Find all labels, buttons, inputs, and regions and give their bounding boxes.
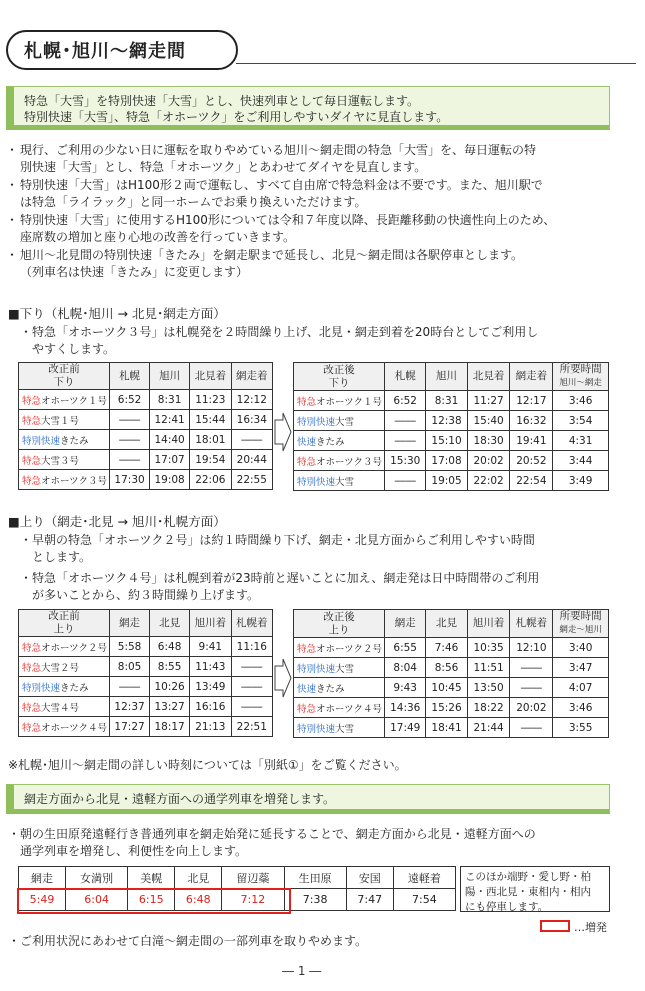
col-header: 札幌着	[231, 610, 272, 637]
down-after-table	[293, 362, 609, 491]
col-header: 北見着	[467, 363, 510, 391]
train-name-cell	[294, 431, 385, 451]
time-cell: 6:55	[385, 638, 426, 658]
train-name-cell	[294, 638, 385, 658]
train-name: 大雪４号	[41, 702, 80, 714]
table-row	[294, 698, 609, 718]
table-row	[19, 430, 273, 450]
time-cell: ――	[110, 430, 150, 450]
table-row	[19, 390, 273, 410]
train-type: 特急	[22, 642, 42, 654]
time-cell: 15:10	[426, 431, 467, 451]
station-row	[19, 867, 456, 889]
train-name: きたみ	[316, 683, 345, 695]
up-after-table	[293, 609, 609, 738]
summary-box-2	[6, 784, 610, 814]
time-cell: 18:30	[467, 431, 510, 451]
time-cell: 3:46	[553, 391, 609, 411]
time-cell: 5:58	[110, 637, 150, 657]
text-line: 改正後	[323, 363, 355, 376]
down-after-rows	[294, 391, 609, 491]
time-cell: 4:31	[553, 431, 609, 451]
down-note	[20, 324, 630, 358]
time-cell: 11:51	[467, 658, 510, 678]
station-cell: 美幌	[128, 867, 175, 889]
time-cell: 8:31	[426, 391, 467, 411]
text-line: ・早朝の特急「オホーツク２号」は約１時間繰り下げ、網走・北見方面からご利用しやすい時間	[20, 533, 535, 547]
text-line: 下り	[53, 376, 75, 388]
train-type: 特別快速	[22, 682, 61, 694]
train-name-cell	[19, 410, 110, 430]
col-header: 網走	[110, 610, 150, 637]
train-name-cell	[19, 430, 110, 450]
table-row	[294, 678, 609, 698]
time-cell: ――	[231, 697, 272, 717]
time-cell: 12:38	[426, 411, 467, 431]
station-cell: 北見	[175, 867, 222, 889]
school-time-cell: 7:12	[222, 889, 284, 911]
train-name: 大雪	[335, 476, 355, 488]
col-header: 旭川	[150, 363, 190, 390]
train-type: 快速	[297, 436, 317, 448]
up-after-rows	[294, 638, 609, 738]
col-header	[19, 363, 110, 390]
time-cell: ――	[385, 411, 426, 431]
time-cell: 16:16	[190, 697, 231, 717]
time-cell: 10:45	[426, 678, 467, 698]
table-row	[294, 451, 609, 471]
train-name-cell	[19, 470, 110, 490]
train-type: 特急	[22, 395, 42, 407]
time-cell: 18:01	[190, 430, 231, 450]
time-cell: 10:26	[150, 677, 190, 697]
title-underline	[236, 63, 636, 64]
text-line: 上り	[53, 623, 75, 635]
down-before-rows	[19, 390, 273, 490]
text-line: 網走～旭川	[559, 625, 602, 635]
train-type: 特急	[22, 415, 42, 427]
school-time-cell: 7:54	[393, 889, 455, 911]
time-cell: 7:46	[426, 638, 467, 658]
text-line: ・ 現行、ご利用の少ない日に運転を取りやめている旭川～網走間の特急「大雪」を、毎日運転の特	[20, 143, 537, 157]
time-cell: 22:51	[231, 717, 272, 737]
time-cell: 8:31	[150, 390, 190, 410]
train-type: 特別快速	[297, 416, 336, 428]
time-cell: 11:16	[231, 637, 272, 657]
time-cell: 8:05	[110, 657, 150, 677]
time-cell: 13:49	[190, 677, 231, 697]
time-cell: 16:32	[510, 411, 553, 431]
station-cell: 女満別	[66, 867, 128, 889]
text-line: 陽・西北見・東相内・相内	[465, 886, 591, 898]
text-line: ・ 特別快速「大雪」はH100形２両で運転し、すべて自由席で特急料金は不要です。また、旭川駅で	[20, 178, 543, 192]
col-header	[294, 363, 385, 391]
school-time-cell: 6:48	[175, 889, 222, 911]
time-cell: 9:43	[385, 678, 426, 698]
time-cell: 17:27	[110, 717, 150, 737]
train-name-cell	[19, 637, 110, 657]
train-type: 特急	[297, 643, 317, 655]
time-cell: 15:30	[385, 451, 426, 471]
school-time-cell: 6:04	[66, 889, 128, 911]
arrow-right-icon	[274, 658, 292, 698]
time-cell: 20:02	[510, 698, 553, 718]
table-row	[294, 638, 609, 658]
col-header: 旭川着	[190, 610, 231, 637]
time-cell: 12:37	[110, 697, 150, 717]
train-name: オホーツク１号	[41, 395, 108, 407]
train-type: 特別快速	[297, 476, 336, 488]
text-line: 改正前	[48, 610, 80, 622]
time-cell: ――	[110, 410, 150, 430]
station-cell: 生田原	[284, 867, 346, 889]
col-header: 網走着	[231, 363, 272, 390]
time-cell: ――	[231, 677, 272, 697]
train-name: オホーツク２号	[316, 643, 383, 655]
summary-box-1	[6, 86, 610, 130]
station-cell: 遠軽着	[393, 867, 455, 889]
arrow-right-icon	[274, 412, 292, 452]
bullet-item	[8, 212, 638, 246]
train-name-cell	[19, 697, 110, 717]
train-type: 特急	[22, 702, 42, 714]
train-name-cell	[294, 718, 385, 738]
text-line: ・ 旭川～北見間の特別快速「きたみ」を網走駅まで延長し、北見～網走間は各駅停車とします。	[20, 248, 524, 262]
train-name: 大雪３号	[41, 455, 80, 467]
table-row	[19, 697, 273, 717]
table-row	[19, 470, 273, 490]
text-line: 改正前	[48, 363, 80, 375]
time-cell: 10:35	[467, 638, 510, 658]
text-line: 下り	[328, 376, 350, 389]
train-type: 特急	[297, 456, 317, 468]
time-cell: 8:55	[150, 657, 190, 677]
time-cell: 20:52	[510, 451, 553, 471]
legend-label: …増発	[574, 921, 607, 934]
time-cell: 17:30	[110, 470, 150, 490]
timetable-note: ※札幌･旭川～網走間の詳しい時刻については「別紙①」をご覧ください。	[8, 758, 407, 772]
school-time-cell: 7:38	[284, 889, 346, 911]
school-text	[8, 826, 638, 860]
page-number: ― 1 ―	[282, 964, 322, 978]
col-header	[553, 363, 609, 391]
time-cell: ――	[110, 677, 150, 697]
text-line: 改正後	[323, 610, 355, 623]
col-header	[294, 610, 385, 638]
time-cell: 14:40	[150, 430, 190, 450]
side-note	[460, 866, 610, 912]
train-type: 特別快速	[22, 435, 61, 447]
time-cell: 14:36	[385, 698, 426, 718]
time-cell: 3:54	[553, 411, 609, 431]
time-cell: ――	[510, 718, 553, 738]
time-cell: 9:41	[190, 637, 231, 657]
text-line: 座席数の増加と座り心地の改善を行っていきます。	[20, 230, 296, 244]
col-header: 網走	[385, 610, 426, 638]
time-cell: 16:34	[231, 410, 272, 430]
train-type: 特急	[297, 396, 317, 408]
text-line: とします。	[20, 550, 92, 564]
table-row	[294, 718, 609, 738]
increase-highlight-frame	[17, 888, 291, 914]
train-type: 特急	[22, 722, 42, 734]
train-type: 特急	[22, 662, 42, 674]
table-row	[294, 431, 609, 451]
time-cell: ――	[231, 430, 272, 450]
school-time-cell: 7:47	[346, 889, 393, 911]
time-cell: 12:17	[510, 391, 553, 411]
time-cell: ――	[231, 657, 272, 677]
station-cell: 網走	[19, 867, 66, 889]
page-title	[6, 30, 238, 70]
time-cell: 20:02	[467, 451, 510, 471]
down-heading: ■下り（札幌･旭川 → 北見･網走方面）	[8, 306, 226, 321]
time-cell: 17:08	[426, 451, 467, 471]
up-heading: ■上り（網走･北見 → 旭川･札幌方面）	[8, 514, 226, 529]
time-cell: 22:55	[231, 470, 272, 490]
col-header: 北見着	[190, 363, 231, 390]
time-cell: 17:07	[150, 450, 190, 470]
time-cell: 12:10	[510, 638, 553, 658]
time-cell: 8:04	[385, 658, 426, 678]
time-cell: ――	[385, 431, 426, 451]
train-name-cell	[294, 471, 385, 491]
train-type: 特急	[22, 475, 42, 487]
bullet-item	[8, 177, 638, 211]
time-cell: 6:52	[385, 391, 426, 411]
train-name: きたみ	[316, 436, 345, 448]
time-cell: 17:49	[385, 718, 426, 738]
text-line: 所要時間	[559, 610, 602, 622]
table-row	[294, 658, 609, 678]
table-row	[19, 717, 273, 737]
time-cell: 3:46	[553, 698, 609, 718]
train-name: 大雪	[335, 663, 355, 675]
summary-line-2: 特別快速「大雪」、特急「オホーツク」をご利用しやすいダイヤに見直します。	[24, 110, 449, 124]
time-cell: 22:06	[190, 470, 231, 490]
station-cell: 安国	[346, 867, 393, 889]
train-name-cell	[294, 658, 385, 678]
summary-2-text: 網走方面から北見・遠軽方面への通学列車を増発します。	[24, 792, 336, 806]
time-cell: 3:55	[553, 718, 609, 738]
train-name: オホーツク３号	[41, 475, 108, 487]
time-cell: 15:26	[426, 698, 467, 718]
table-row	[294, 391, 609, 411]
table-row	[19, 677, 273, 697]
time-cell: 11:23	[190, 390, 231, 410]
time-cell: 11:27	[467, 391, 510, 411]
table-row	[19, 657, 273, 677]
col-header: 網走着	[510, 363, 553, 391]
time-cell: 3:49	[553, 471, 609, 491]
text-line: にも停車します。	[465, 901, 549, 913]
last-bullet: ・ご利用状況にあわせて白滝～網走間の一部列車を取りやめます。	[8, 934, 368, 948]
time-cell: ――	[385, 471, 426, 491]
train-name: 大雪	[335, 723, 355, 735]
train-name-cell	[294, 391, 385, 411]
up-note-2	[20, 570, 630, 604]
train-type: 特別快速	[297, 663, 336, 675]
time-cell: 22:54	[510, 471, 553, 491]
text-line: 所要時間	[559, 363, 602, 375]
col-header	[19, 610, 110, 637]
school-time-cell: 5:49	[19, 889, 66, 911]
table-row	[294, 471, 609, 491]
time-cell: 4:07	[553, 678, 609, 698]
time-cell: 19:08	[150, 470, 190, 490]
text-line: 札幌･旭川～網走間	[24, 41, 186, 62]
time-cell: 15:44	[190, 410, 231, 430]
school-time-cell: 6:15	[128, 889, 175, 911]
train-name-cell	[294, 451, 385, 471]
train-name-cell	[19, 657, 110, 677]
time-cell: 12:41	[150, 410, 190, 430]
text-line: 旭川～網走	[559, 378, 602, 388]
bullet-item	[8, 142, 638, 176]
bullet-item	[8, 247, 638, 281]
train-name: 大雪２号	[41, 662, 80, 674]
time-cell: 18:17	[150, 717, 190, 737]
train-name-cell	[19, 390, 110, 410]
table-row	[19, 450, 273, 470]
train-name: オホーツク４号	[316, 703, 383, 715]
time-cell: 6:52	[110, 390, 150, 410]
station-cell: 留辺蘂	[222, 867, 284, 889]
down-before-table	[18, 362, 273, 490]
table-row	[294, 411, 609, 431]
col-header: 旭川	[426, 363, 467, 391]
text-line: 通学列車を増発し、利便性を向上します。	[8, 844, 248, 858]
col-header: 北見	[150, 610, 190, 637]
time-cell: 20:44	[231, 450, 272, 470]
text-line: ・ 特別快速「大雪」に使用するH100形については令和７年度以降、長距離移動の快適性向上のため、	[20, 213, 556, 227]
bullet-list	[8, 142, 638, 282]
train-name: オホーツク３号	[316, 456, 383, 468]
col-header: 旭川着	[467, 610, 510, 638]
text-line: ・朝の生田原発遠軽行き普通列車を網走始発に延長することで、網走方面から北見・遠軽方面への	[8, 827, 536, 841]
text-line: が多いことから、約３時間繰り上げます。	[20, 588, 260, 602]
train-name-cell	[294, 411, 385, 431]
time-cell: 21:44	[467, 718, 510, 738]
col-header	[553, 610, 609, 638]
time-cell: 19:41	[510, 431, 553, 451]
time-cell: 19:05	[426, 471, 467, 491]
time-cell: 22:02	[467, 471, 510, 491]
table-row	[19, 637, 273, 657]
text-line: （列車名は快速「きたみ」に変更します）	[20, 265, 249, 279]
time-cell: 11:43	[190, 657, 231, 677]
time-cell: ――	[510, 678, 553, 698]
time-cell: 15:40	[467, 411, 510, 431]
train-type: 特急	[22, 455, 42, 467]
time-cell: 6:48	[150, 637, 190, 657]
col-header: 札幌	[385, 363, 426, 391]
train-name: オホーツク２号	[41, 642, 108, 654]
time-cell: ――	[510, 658, 553, 678]
table-row	[19, 410, 273, 430]
train-name-cell	[19, 450, 110, 470]
text-line: やすくします。	[20, 342, 116, 356]
train-name-cell	[294, 678, 385, 698]
train-name-cell	[19, 677, 110, 697]
time-cell: 3:44	[553, 451, 609, 471]
time-cell: 19:54	[190, 450, 231, 470]
col-header: 北見	[426, 610, 467, 638]
train-name: 大雪	[335, 416, 355, 428]
col-header: 札幌着	[510, 610, 553, 638]
time-cell: 18:22	[467, 698, 510, 718]
train-name: オホーツク１号	[316, 396, 383, 408]
train-type: 快速	[297, 683, 317, 695]
col-header: 札幌	[110, 363, 150, 390]
time-cell: 3:47	[553, 658, 609, 678]
text-line: ・特急「オホーツク３号」は札幌発を２時間繰り上げ、北見・網走到着を20時台としてご利用し	[20, 325, 539, 339]
text-line: は特急「ライラック」と同一ホームでお乗り換えいただけます。	[20, 195, 367, 209]
train-name: きたみ	[60, 682, 89, 694]
train-name: 大雪１号	[41, 415, 80, 427]
text-line: ・特急「オホーツク４号」は札幌到着が23時前と遅いことに加え、網走発は日中時間帯のご利用	[20, 571, 540, 585]
time-cell: 21:13	[190, 717, 231, 737]
up-before-table	[18, 609, 273, 737]
train-type: 特急	[297, 703, 317, 715]
train-name-cell	[19, 717, 110, 737]
time-cell: 13:50	[467, 678, 510, 698]
time-cell: 8:56	[426, 658, 467, 678]
text-line: 別快速「大雪」とし、特急「オホーツク」とあわせてダイヤを見直します。	[20, 160, 427, 174]
time-cell: 13:27	[150, 697, 190, 717]
train-type: 特別快速	[297, 723, 336, 735]
time-cell: 3:40	[553, 638, 609, 658]
text-line: このほか端野・愛し野・柏	[465, 871, 591, 883]
train-name-cell	[294, 698, 385, 718]
up-note-1	[20, 532, 630, 566]
time-cell: ――	[110, 450, 150, 470]
train-name: きたみ	[60, 435, 89, 447]
train-name: オホーツク４号	[41, 722, 108, 734]
time-cell: 12:12	[231, 390, 272, 410]
time-cell: 18:41	[426, 718, 467, 738]
up-before-rows	[19, 637, 273, 737]
text-line: 上り	[328, 623, 350, 636]
legend-red-box	[540, 920, 570, 932]
summary-line-1: 特急「大雪」を特別快速「大雪」とし、快速列車として毎日運転します。	[24, 94, 420, 108]
